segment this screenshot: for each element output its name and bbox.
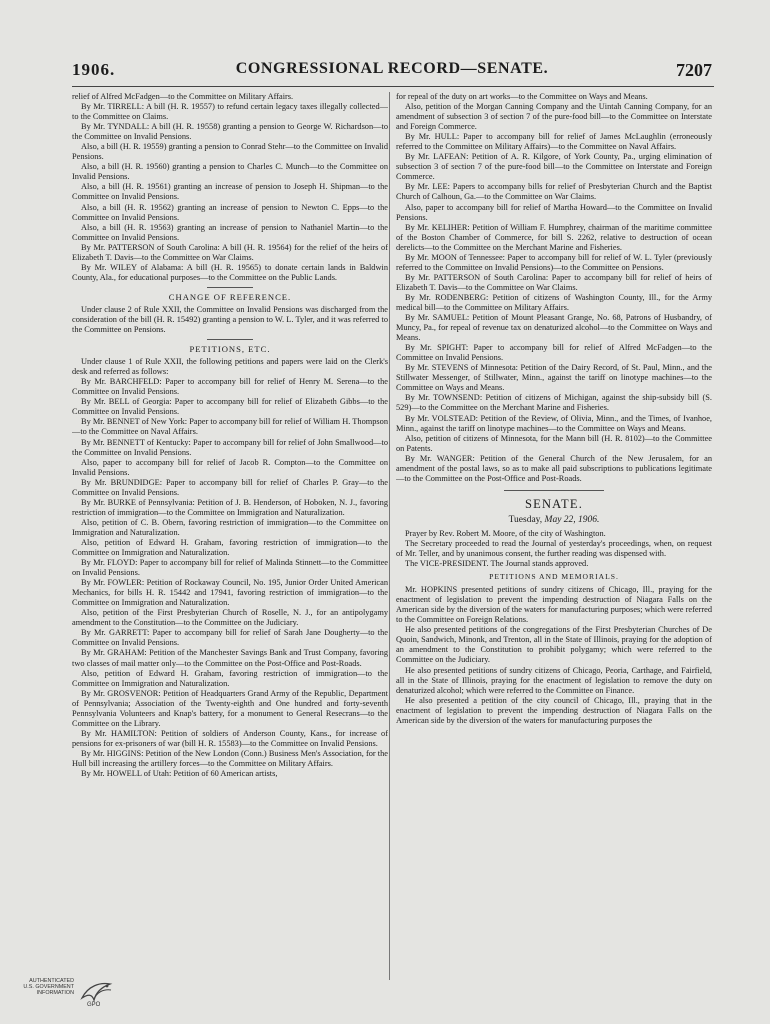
paragraph: By Mr. HULL: Paper to accompany bill for relief of James McLaughlin (erroneously referred to the Committee on Military Affairs)—to the Committee on Naval Affairs. (396, 132, 712, 152)
paragraph: Also, petition of C. B. Obern, favoring restriction of immigration—to the Committee on Immigration and Naturalization. (72, 517, 388, 537)
header-title: CONGRESSIONAL RECORD—SENATE. (235, 60, 549, 77)
paragraph: By Mr. SAMUEL: Petition of Mount Pleasant Grange, No. 68, Patrons of Husbandry, of Muncy, Pa., for repeal of revenue tax on denaturized alcohol—to the Committee on Ways and Means. (396, 313, 712, 343)
paragraph: He also presented a petition of the city council of Chicago, Ill., praying that in the enactment of legislation to prevent the impending destruction of Niagara Falls on the American side by the diversion of the waters for manufacturing purposes the (396, 695, 712, 725)
paragraph: By Mr. PATTERSON of South Carolina: Paper to accompany bill for relief of heirs of Elizabeth T. Davis—to the Committee on War Claims. (396, 272, 712, 292)
session-day: Tuesday, (508, 514, 543, 525)
paragraph: By Mr. TIRRELL: A bill (H. R. 19557) to refund certain legacy taxes illegally collected—to the Committee on Claims. (72, 102, 388, 122)
paragraph: By Mr. HAMILTON: Petition of soldiers of Anderson County, Kans., for increase of pensions for ex-prisoners of war (bill H. R. 15583)—to the Committee on Invalid Pensions. (72, 728, 388, 748)
section-heading-change-of-reference: CHANGE OF REFERENCE. (168, 291, 292, 302)
paragraph: By Mr. SPIGHT: Paper to accompany bill for relief of Alfred McFadgen—to the Committee on Invalid Pensions. (396, 343, 712, 363)
paragraph: He also presented petitions of the congregations of the First Presbyterian Churches of De Quoin, Sandwich, Minonk, and Trenton, all in the State of Illinois, praying for the adoption of an amendment to the Constitution to prohibit polygamy; which were referred to the Committee on the Judiciary. (396, 625, 712, 665)
header-page-number: 7207 (676, 60, 712, 80)
paragraph: Also, a bill (H. R. 19563) granting an increase of pension to Nathaniel Martin—to the Committee on Invalid Pensions. (72, 222, 388, 242)
paragraph: By Mr. BRUNDIDGE: Paper to accompany bill for relief of Charles P. Gray—to the Committee on Invalid Pensions. (72, 477, 388, 497)
paragraph: By Mr. STEVENS of Minnesota: Petition of the Dairy Record, of St. Paul, Minn., and the Stillwater Messenger, of Stillwater, Minn., against the tariff on linotype machines—to the Committee on Ways and Means. (396, 363, 712, 393)
section-divider (504, 490, 604, 491)
paragraph: Prayer by Rev. Robert M. Moore, of the city of Washington. (405, 528, 606, 538)
paragraph: By Mr. BENNETT of Kentucky: Paper to accompany bill for relief of John Smallwood—to the Committee on Invalid Pensions. (72, 437, 388, 457)
left-column (72, 92, 388, 980)
paragraph: Also, a bill (H. R. 19561) granting an increase of pension to Joseph H. Shipman—to the Committee on Invalid Pensions. (72, 182, 388, 202)
paragraph: Also, a bill (H. R. 19562) granting an increase of pension to Newton C. Epps—to the Committee on Invalid Pensions. (72, 202, 388, 222)
paragraph: By Mr. BELL of Georgia: Paper to accompany bill for relief of Elizabeth Gibbs—to the Committee on Invalid Pensions. (72, 397, 388, 417)
header-rule (72, 86, 714, 87)
running-header (72, 60, 712, 82)
gpo-label: GPO (87, 1002, 101, 1008)
session-date (396, 515, 712, 525)
paragraph: Also, petition of the Morgan Canning Company and the Uintah Canning Company, for an amendment of subsection 3 of section 7 of the pure-food bill—to the Committee on Interstate and Foreign Commerce. (396, 102, 712, 132)
paragraph: By Mr. HOWELL of Utah: Petition of 60 American artists, (81, 769, 278, 779)
paragraph: By Mr. GARRETT: Paper to accompany bill for relief of Sarah Jane Dougherty—to the Committee on Invalid Pensions. (72, 628, 388, 648)
paragraph: By Mr. LAFEAN: Petition of A. R. Kilgore, of York County, Pa., urging elimination of subsection 3 of section 7 of the pure-food bill—to the Committee on Interstate and Foreign Commerce. (396, 152, 712, 182)
paragraph: By Mr. VOLSTEAD: Petition of the Review, of Olivia, Minn., and the Times, of Ivanhoe, Minn., against the tariff on linotype machines—to the Committee on Ways and Means. (396, 413, 712, 433)
paragraph: By Mr. FOWLER: Petition of Rockaway Council, No. 195, Junior Order United American Mechanics, for bills H. R. 15442 and 17941, favoring restriction of immigration—to the Committee on Immigration and Naturalization. (72, 578, 388, 608)
petition-list-continued (396, 92, 712, 484)
column-divider (389, 92, 390, 980)
gpo-authentication-seal (14, 978, 134, 1018)
right-column (396, 92, 712, 980)
paragraph: By Mr. TYNDALL: A bill (H. R. 19558) granting a pension to George W. Richardson—to the Committee on Invalid Pensions. (72, 122, 388, 142)
paragraph: Also, petition of the First Presbyterian Church of Roselle, N. J., for an antipolygamy amendment to the Constitution—to the Committee on the Judiciary. (72, 608, 388, 628)
bill-list (72, 92, 388, 283)
authentication-text: AUTHENTICATED U.S. GOVERNMENT INFORMATION (23, 978, 74, 996)
session-date-text: May 22, 1906. (544, 514, 600, 525)
paragraph: By Mr. TOWNSEND: Petition of citizens of Michigan, against the ship-subsidy bill (S. 529)—to the Committee on the Merchant Marine and Fisheries. (396, 393, 712, 413)
paragraph: for repeal of the duty on art works—to the Committee on Ways and Means. (396, 92, 648, 101)
senate-heading: SENATE. (524, 496, 584, 511)
paragraph: relief of Alfred McFadgen—to the Committee on Military Affairs. (72, 92, 294, 101)
paragraph: By Mr. BURKE of Pennsylvania: Petition of J. B. Henderson, of Hoboken, N. J., favoring restriction of immigration—to the Committee on Immigration and Naturalization. (72, 497, 388, 517)
paragraph: By Mr. HIGGINS: Petition of the New London (Conn.) Business Men's Association, for the Hull bill increasing the artillery forces—to the Committee on Military Affairs. (72, 748, 388, 768)
paragraph: Also, petition of citizens of Minnesota, for the Mann bill (H. R. 8102)—to the Committee on Patents. (396, 433, 712, 453)
paragraph: Also, petition of Edward H. Graham, favoring restriction of immigration—to the Committee on Immigration and Naturalization. (72, 668, 388, 688)
paragraph: Mr. HOPKINS presented petitions of sundry citizens of Chicago, Ill., praying for the enactment of legislation to prevent the impending destruction of Niagara Falls on the American side by the diversion of the waters for manufacturing purposes; which were referred to the Committee on Foreign Relations. (396, 585, 712, 625)
petition-list (72, 357, 388, 779)
paragraph: By Mr. BENNET of New York: Paper to accompany bill for relief of William H. Thompson—to the Committee on Naval Affairs. (72, 417, 388, 437)
paragraph: By Mr. WILEY of Alabama: A bill (H. R. 19565) to donate certain lands in Baldwin County, Ala., for educational purposes—to the Committee on the Public Lands. (72, 262, 388, 282)
section-divider (207, 339, 253, 340)
section-heading-petitions: PETITIONS, ETC. (189, 344, 271, 355)
paragraph: By Mr. BARCHFELD: Paper to accompany bill for relief of Henry M. Serena—to the Committee on Invalid Pensions. (72, 377, 388, 397)
paragraph: By Mr. LEE: Papers to accompany bills for relief of Presbyterian Church and the Baptist Church of Calhoun, Ga.—to the Committee on War Claims. (396, 182, 712, 202)
header-year: 1906. (72, 60, 116, 79)
paragraph: Also, paper to accompany bill for relief of Jacob R. Compton—to the Committee on Invalid Pensions. (72, 457, 388, 477)
paragraph: Also, a bill (H. R. 19560) granting a pension to Charles C. Munch—to the Committee on Invalid Pensions. (72, 162, 388, 182)
paragraph: By Mr. KELIHER: Petition of William F. Humphrey, chairman of the maritime committee of the Boston Chamber of Commerce, for bill S. 2262, relative to destruction of ocean derelicts—to the Committee on the Merchant Marine and Fisheries. (396, 222, 712, 252)
section-divider (207, 287, 253, 288)
paragraph: Also, petition of Edward H. Graham, favoring restriction of immigration—to the Committee on Immigration and Naturalization. (72, 537, 388, 558)
paragraph: By Mr. RODENBERG: Petition of citizens of Washington County, Ill., for the Army medical bill—to the Committee on Military Affairs. (396, 292, 712, 312)
paragraph: Also, a bill (H. R. 19559) granting a pension to Conrad Stehr—to the Committee on Invalid Pensions. (72, 142, 388, 162)
paragraph: Under clause 2 of Rule XXII, the Committee on Invalid Pensions was discharged from the consideration of the bill (H. R. 15492) granting a pension to W. L. Tyler, and it was referred to the Committee on Pensions. (72, 304, 388, 335)
paragraph: He also presented petitions of sundry citizens of Chicago, Peoria, Carthage, and Fairfield, all in the State of Illinois, praying for the enactment of legislation to remove the duty on denaturized alcohol; which were referred to the Committee on Finance. (396, 665, 712, 695)
paragraph: Under clause 1 of Rule XXII, the following petitions and papers were laid on the Clerk's desk and referred as follows: (72, 357, 388, 377)
paragraph: By Mr. GROSVENOR: Petition of Headquarters Grand Army of the Republic, Department of Pennsylvania; Association of the Twenty-eighth and One hundred and forty-seventh Pennsylvania Volunteers and Knap's battery, for a monument to General Resecrans—to the Committee on the Library. (72, 688, 388, 728)
paragraph: By Mr. FLOYD: Paper to accompany bill for relief of Malinda Stinnett—to the Committee on Invalid Pensions. (72, 558, 388, 578)
section-heading-petitions-memorials: PETITIONS AND MEMORIALS. (489, 572, 619, 582)
memorial-list (396, 585, 712, 726)
paragraph: By Mr. WANGER: Petition of the General Church of the New Jerusalem, for an amendment of the postal laws, so as to make all paid subscriptions to publications legitimate—to the Committee on the Post-Office and Post-Roads. (396, 453, 712, 483)
paragraph: By Mr. MOON of Tennessee: Paper to accompany bill for relief of W. L. Tyler (previously referred to the Committee on Invalid Pensions)—to the Committee on Pensions. (396, 252, 712, 272)
paragraph: By Mr. PATTERSON of South Carolina: A bill (H. R. 19564) for the relief of the heirs of Elizabeth T. Davis—to the Committee on War Claims. (72, 242, 388, 262)
paragraph: Also, paper to accompany bill for relief of Martha Howard—to the Committee on Invalid Pensions. (396, 202, 712, 222)
paragraph: By Mr. GRAHAM: Petition of the Manchester Savings Bank and Trust Company, favoring two classes of mail matter only—to the Committee on the Post-Office and Post-Roads. (72, 648, 388, 668)
paragraph: The VICE-PRESIDENT. The Journal stands approved. (405, 559, 589, 569)
paragraph: The Secretary proceeded to read the Journal of yesterday's proceedings, when, on request of Mr. Teller, and by unanimous consent, the further reading was dispensed with. (396, 538, 712, 559)
